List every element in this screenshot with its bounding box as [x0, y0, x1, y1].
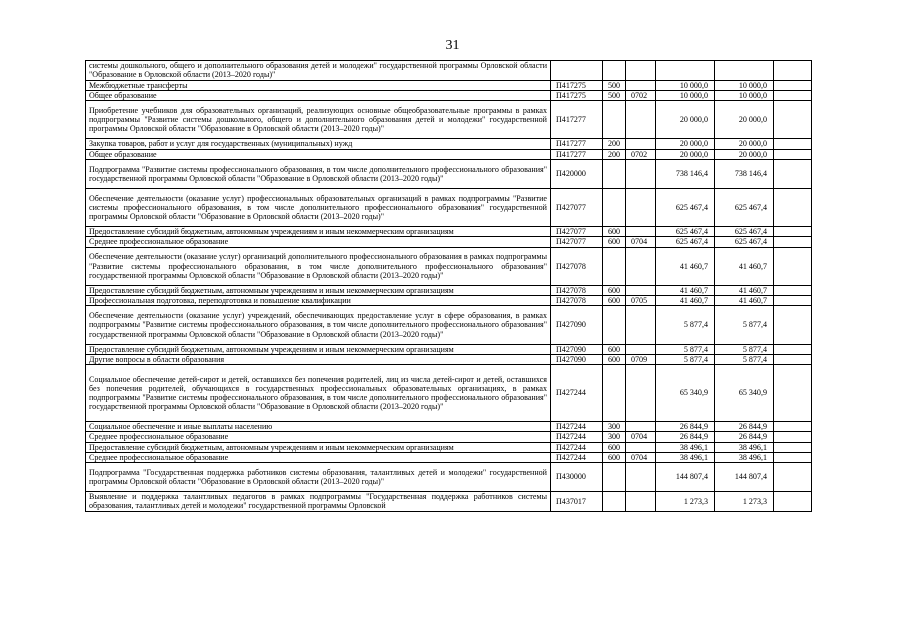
row-expense-type: 600	[603, 344, 626, 354]
row-empty-cell	[774, 247, 812, 285]
row-expense-type	[603, 492, 626, 512]
row-section-code	[626, 139, 656, 149]
row-amount-2: 144 807,4	[715, 463, 774, 492]
row-target-code: П417277	[551, 149, 603, 159]
row-amount-1: 65 340,9	[656, 365, 715, 422]
row-amount-2: 41 460,7	[715, 285, 774, 295]
row-amount-2: 5 877,4	[715, 354, 774, 364]
row-target-code: П427090	[551, 354, 603, 364]
row-expense-type: 600	[603, 285, 626, 295]
table-row	[86, 149, 812, 159]
row-description: Обеспечение деятельности (оказание услуг) организаций дополнительного профессионального образования в рамках подпрограммы "Развитие системы профессионального образования, в том числе дополнительного профессионального образования" государственной программы Орловской области "Образование в Орловской области (2013–2020 годы)"	[86, 247, 551, 285]
row-empty-cell	[774, 149, 812, 159]
row-expense-type: 600	[603, 354, 626, 364]
row-section-code	[626, 463, 656, 492]
row-target-code: П427077	[551, 188, 603, 226]
row-target-code: П420000	[551, 159, 603, 188]
row-empty-cell	[774, 61, 812, 81]
row-section-code	[626, 285, 656, 295]
table-row	[86, 101, 812, 139]
table-row	[86, 422, 812, 432]
row-amount-1: 41 460,7	[656, 285, 715, 295]
row-section-code	[626, 365, 656, 422]
row-amount-1: 20 000,0	[656, 149, 715, 159]
table-row	[86, 80, 812, 90]
row-target-code: П427090	[551, 306, 603, 344]
row-amount-1: 5 877,4	[656, 344, 715, 354]
row-empty-cell	[774, 463, 812, 492]
row-amount-2: 20 000,0	[715, 101, 774, 139]
row-expense-type	[603, 463, 626, 492]
row-description: Закупка товаров, работ и услуг для государственных (муниципальных) нужд	[86, 139, 551, 149]
row-target-code: П427244	[551, 422, 603, 432]
row-section-code	[626, 442, 656, 452]
table-row	[86, 306, 812, 344]
row-section-code	[626, 61, 656, 81]
table-row	[86, 344, 812, 354]
row-empty-cell	[774, 422, 812, 432]
row-expense-type: 600	[603, 442, 626, 452]
row-empty-cell	[774, 90, 812, 100]
row-amount-1: 41 460,7	[656, 296, 715, 306]
row-amount-1	[656, 61, 715, 81]
row-target-code	[551, 61, 603, 81]
row-amount-2: 20 000,0	[715, 149, 774, 159]
row-amount-2: 625 467,4	[715, 227, 774, 237]
row-expense-type: 300	[603, 432, 626, 442]
row-section-code: 0705	[626, 296, 656, 306]
table-row	[86, 452, 812, 462]
row-description: Межбюджетные трансферты	[86, 80, 551, 90]
row-section-code	[626, 344, 656, 354]
page-number: 31	[445, 38, 460, 53]
row-target-code: П427090	[551, 344, 603, 354]
row-section-code: 0704	[626, 432, 656, 442]
row-description: Подпрограмма "Государственная поддержка работников системы образования, талантливых детей и молодежи" государственной программы Орловской области "Образование в Орловской области (2013–2020 годы)"	[86, 463, 551, 492]
row-section-code	[626, 159, 656, 188]
row-amount-2: 5 877,4	[715, 344, 774, 354]
row-description: Предоставление субсидий бюджетным, автономным учреждениям и иным некоммерческим организациям	[86, 442, 551, 452]
row-amount-1: 625 467,4	[656, 237, 715, 247]
table-row	[86, 247, 812, 285]
row-target-code: П437017	[551, 492, 603, 512]
row-target-code: П427244	[551, 442, 603, 452]
table-row	[86, 237, 812, 247]
row-section-code: 0704	[626, 452, 656, 462]
row-target-code: П427078	[551, 285, 603, 295]
row-target-code: П427244	[551, 365, 603, 422]
row-description: Предоставление субсидий бюджетным, автономным учреждениям и иным некоммерческим организациям	[86, 344, 551, 354]
row-expense-type	[603, 101, 626, 139]
row-amount-1: 1 273,3	[656, 492, 715, 512]
table-row	[86, 463, 812, 492]
table-row	[86, 432, 812, 442]
row-amount-1: 144 807,4	[656, 463, 715, 492]
row-expense-type: 300	[603, 422, 626, 432]
row-amount-2: 625 467,4	[715, 188, 774, 226]
row-section-code	[626, 101, 656, 139]
row-amount-2: 20 000,0	[715, 139, 774, 149]
row-empty-cell	[774, 296, 812, 306]
row-description: Приобретение учебников для образовательных организаций, реализующих основные общеобразовательные программы в рамках подпрограммы "Развитие системы дошкольного, общего и дополнительного образования детей и молодежи" государственной программы Орловской области "Образование в Орловской области (2013–2020 годы)"	[86, 101, 551, 139]
table-row	[86, 139, 812, 149]
row-amount-1: 20 000,0	[656, 139, 715, 149]
table-row	[86, 159, 812, 188]
row-description: Обеспечение деятельности (оказание услуг) профессиональных образовательных организаций в рамках подпрограммы "Развитие системы профессионального образования, в том числе дополнительного профессионального образования" государственной программы Орловской области "Образование в Орловской области (2013–2020 годы)"	[86, 188, 551, 226]
row-description: Предоставление субсидий бюджетным, автономным учреждениям и иным некоммерческим организациям	[86, 285, 551, 295]
row-target-code: П427244	[551, 452, 603, 462]
row-amount-1: 26 844,9	[656, 422, 715, 432]
table-row	[86, 354, 812, 364]
row-amount-2: 738 146,4	[715, 159, 774, 188]
row-amount-1: 41 460,7	[656, 247, 715, 285]
row-empty-cell	[774, 188, 812, 226]
row-target-code: П427244	[551, 432, 603, 442]
row-description: системы дошкольного, общего и дополнительного образования детей и молодежи" государственной программы Орловской области "Образование в Орловской области (2013–2020 годы)"	[86, 61, 551, 81]
row-expense-type: 200	[603, 149, 626, 159]
row-empty-cell	[774, 285, 812, 295]
row-empty-cell	[774, 101, 812, 139]
row-expense-type: 600	[603, 296, 626, 306]
row-amount-2: 26 844,9	[715, 432, 774, 442]
row-amount-1: 5 877,4	[656, 354, 715, 364]
row-amount-1: 625 467,4	[656, 188, 715, 226]
row-description: Выявление и поддержка талантливых педагогов в рамках подпрограммы "Государственная поддержка работников системы образования, талантливых детей и молодежи" государственной программы Орловской	[86, 492, 551, 512]
table-row	[86, 492, 812, 512]
row-expense-type	[603, 188, 626, 226]
table-row	[86, 90, 812, 100]
row-section-code: 0704	[626, 237, 656, 247]
row-amount-2	[715, 61, 774, 81]
row-expense-type: 200	[603, 139, 626, 149]
row-empty-cell	[774, 442, 812, 452]
row-expense-type: 600	[603, 237, 626, 247]
row-section-code	[626, 422, 656, 432]
row-amount-1: 10 000,0	[656, 90, 715, 100]
row-description: Обеспечение деятельности (оказание услуг) учреждений, обеспечивающих предоставление услуг в сфере образования, в рамках подпрограммы "Развитие системы профессионального образования, в том числе дополнительного профессионального образования" государственной программы Орловской области "Образование в Орловской области (2013–2020 годы)"	[86, 306, 551, 344]
row-amount-1: 38 496,1	[656, 442, 715, 452]
row-description: Общее образование	[86, 90, 551, 100]
row-amount-1: 10 000,0	[656, 80, 715, 90]
row-empty-cell	[774, 452, 812, 462]
row-expense-type	[603, 365, 626, 422]
row-amount-1: 738 146,4	[656, 159, 715, 188]
row-description: Социальное обеспечение и иные выплаты населению	[86, 422, 551, 432]
row-expense-type: 500	[603, 80, 626, 90]
row-amount-2: 38 496,1	[715, 452, 774, 462]
row-amount-2: 10 000,0	[715, 80, 774, 90]
row-target-code: П427077	[551, 227, 603, 237]
row-empty-cell	[774, 432, 812, 442]
row-description: Среднее профессиональное образование	[86, 237, 551, 247]
row-empty-cell	[774, 237, 812, 247]
row-target-code: П427078	[551, 247, 603, 285]
row-amount-2: 625 467,4	[715, 237, 774, 247]
row-amount-2: 1 273,3	[715, 492, 774, 512]
row-expense-type	[603, 306, 626, 344]
row-empty-cell	[774, 365, 812, 422]
row-empty-cell	[774, 354, 812, 364]
row-target-code: П417277	[551, 101, 603, 139]
table-row	[86, 227, 812, 237]
row-expense-type: 500	[603, 90, 626, 100]
row-target-code: П417277	[551, 139, 603, 149]
row-section-code	[626, 492, 656, 512]
table-row	[86, 285, 812, 295]
budget-table-body	[86, 61, 812, 512]
row-empty-cell	[774, 159, 812, 188]
row-expense-type: 600	[603, 452, 626, 462]
row-empty-cell	[774, 306, 812, 344]
row-section-code: 0709	[626, 354, 656, 364]
row-section-code	[626, 227, 656, 237]
row-target-code: П417275	[551, 80, 603, 90]
row-amount-2: 65 340,9	[715, 365, 774, 422]
row-description: Социальное обеспечение детей-сирот и детей, оставшихся без попечения родителей, лиц из числа детей-сирот и детей, оставшихся без попечения родителей, обучающихся в государственных профессиональных образовательных организациях, в рамках подпрограммы "Развитие системы профессионального образования, в том числе дополнительного профессионального образования" государственной программы Орловской области "Образование в Орловской области (2013–2020 годы)"	[86, 365, 551, 422]
row-empty-cell	[774, 80, 812, 90]
row-target-code: П427077	[551, 237, 603, 247]
row-target-code: П430000	[551, 463, 603, 492]
table-row	[86, 296, 812, 306]
row-amount-1: 5 877,4	[656, 306, 715, 344]
row-empty-cell	[774, 492, 812, 512]
row-amount-1: 26 844,9	[656, 432, 715, 442]
row-section-code	[626, 306, 656, 344]
table-row	[86, 365, 812, 422]
row-section-code: 0702	[626, 90, 656, 100]
row-expense-type	[603, 159, 626, 188]
row-description: Профессиональная подготовка, переподготовка и повышение квалификации	[86, 296, 551, 306]
row-empty-cell	[774, 139, 812, 149]
row-description: Другие вопросы в области образования	[86, 354, 551, 364]
row-description: Предоставление субсидий бюджетным, автономным учреждениям и иным некоммерческим организациям	[86, 227, 551, 237]
row-amount-1: 625 467,4	[656, 227, 715, 237]
row-empty-cell	[774, 227, 812, 237]
row-section-code	[626, 247, 656, 285]
row-amount-2: 10 000,0	[715, 90, 774, 100]
table-row	[86, 188, 812, 226]
row-description: Общее образование	[86, 149, 551, 159]
row-target-code: П427078	[551, 296, 603, 306]
row-amount-2: 41 460,7	[715, 247, 774, 285]
row-expense-type	[603, 247, 626, 285]
row-description: Среднее профессиональное образование	[86, 432, 551, 442]
row-amount-2: 38 496,1	[715, 442, 774, 452]
row-description: Среднее профессиональное образование	[86, 452, 551, 462]
row-empty-cell	[774, 344, 812, 354]
row-section-code	[626, 80, 656, 90]
row-amount-2: 5 877,4	[715, 306, 774, 344]
table-row	[86, 61, 812, 81]
row-target-code: П417275	[551, 90, 603, 100]
row-amount-1: 20 000,0	[656, 101, 715, 139]
row-description: Подпрограмма "Развитие системы профессионального образования, в том числе дополнительного профессионального образования" государственной программы Орловской области "Образование в Орловской области (2013–2020 годы)"	[86, 159, 551, 188]
row-amount-1: 38 496,1	[656, 452, 715, 462]
row-expense-type: 600	[603, 227, 626, 237]
table-row	[86, 442, 812, 452]
row-section-code	[626, 188, 656, 226]
row-expense-type	[603, 61, 626, 81]
budget-table	[85, 60, 812, 512]
row-amount-2: 41 460,7	[715, 296, 774, 306]
row-amount-2: 26 844,9	[715, 422, 774, 432]
row-section-code: 0702	[626, 149, 656, 159]
